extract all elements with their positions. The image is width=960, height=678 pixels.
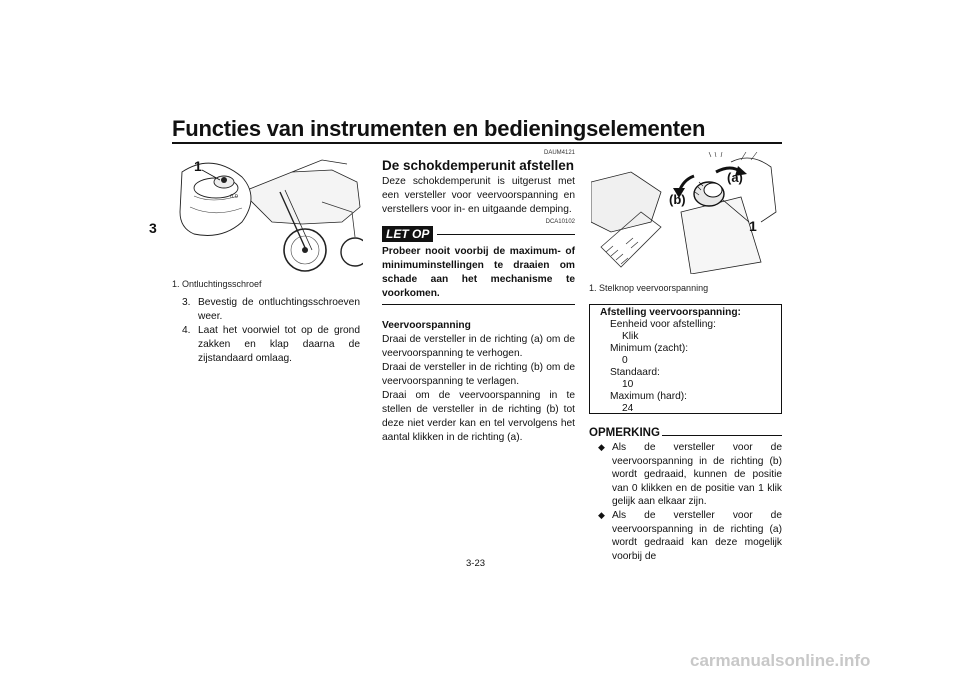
- figure-callout-b: (b): [669, 192, 686, 207]
- section-code: DAUM4121: [543, 150, 575, 156]
- figure-callout-a: (a): [727, 170, 743, 185]
- chapter-number: 3: [149, 220, 157, 236]
- step-item: [182, 296, 360, 324]
- paragraph: Draai om de veervoorspanning in te stellen de versteller in de richting (b) tot deze niet verder kan en tel vervolgens het aantal klikken in de richting (a).: [382, 390, 575, 443]
- notice-header: [382, 226, 575, 242]
- spec-label: Minimum (zacht):: [610, 343, 689, 354]
- step-number: 3.: [182, 297, 191, 308]
- figure-callout-1: 1: [194, 158, 202, 174]
- diamond-bullet-icon: ◆: [598, 509, 605, 520]
- note-heading: OPMERKING: [589, 427, 660, 439]
- sub-heading-spring-preload: Veervoorspanning: [382, 320, 471, 331]
- list-item: [598, 509, 782, 563]
- figure-air-bleed-screw: [172, 152, 363, 274]
- paragraph: Draai de versteller in de richting (a) om de veervoorspanning te verhogen.: [382, 334, 575, 359]
- note-text: Als de versteller voor de veervoorspanning in de richting (b) wordt gedraaid, kunnen de positie van 0 klikken en de positie van 1 klik gelijk aan elkaar zijn.: [612, 442, 782, 508]
- paragraph: Draai de versteller in de richting (b) om de veervoorspanning te verlagen.: [382, 362, 575, 387]
- list-item: [598, 441, 782, 509]
- svg-text:0.0: 0.0: [230, 194, 238, 200]
- diamond-bullet-icon: ◆: [598, 442, 605, 452]
- section-shock-absorber: [382, 150, 575, 445]
- notice-badge: LET OP: [382, 226, 433, 242]
- figure-spring-preload-knob: [591, 152, 782, 274]
- page-header-title: Functies van instrumenten en bedieningselementen: [172, 116, 706, 141]
- watermark: carmanualsonline.info: [690, 651, 871, 670]
- spec-title: Afstelling veervoorspanning:: [600, 307, 741, 318]
- step-number: 4.: [182, 325, 191, 336]
- page-number: 3-23: [466, 558, 486, 569]
- spec-label: Eenheid voor afstelling:: [610, 319, 716, 330]
- step-text: Bevestig de ontluchtingsschroeven weer.: [198, 297, 360, 322]
- note-list: [598, 441, 782, 563]
- spec-value: Klik: [622, 331, 639, 342]
- procedure-steps: [182, 296, 360, 366]
- note-header: [589, 427, 782, 439]
- spec-label: Standaard:: [610, 367, 660, 378]
- note-text: Als de versteller voor de veervoorspanning in de richting (a) wordt gedraaid kan deze mogelijk voorbij de: [612, 509, 782, 562]
- note-rule: [662, 435, 782, 436]
- notice-rule: [437, 234, 575, 235]
- spec-box-spring-preload: [589, 304, 782, 414]
- spec-value: 24: [622, 403, 634, 414]
- section-title: De schokdemperunit afstellen: [382, 158, 575, 173]
- step-item: [182, 324, 360, 366]
- figure-caption-left: 1. Ontluchtingsschroef: [172, 279, 262, 289]
- spec-value: 10: [622, 379, 634, 390]
- header-rule: [172, 142, 782, 144]
- notice-text: Probeer nooit voorbij de maximum- of minimuminstellingen te draaien om schade aan het mechanisme te voorkomen.: [382, 245, 575, 305]
- spec-label: Maximum (hard):: [610, 391, 687, 402]
- figure-callout-1: 1: [749, 218, 757, 234]
- section-intro: Deze schokdemperunit is uitgerust met een versteller voor veervoorspanning en verstellers voor in- en uitgaande demping.: [382, 176, 575, 215]
- figure-caption-right: 1. Stelknop veervoorspanning: [589, 283, 709, 293]
- step-text: Laat het voorwiel tot op de grond zakken en klap daarna de zijstandaard omlaag.: [198, 325, 360, 364]
- spec-value: 0: [622, 355, 628, 366]
- notice-code: DCA10102: [545, 219, 575, 225]
